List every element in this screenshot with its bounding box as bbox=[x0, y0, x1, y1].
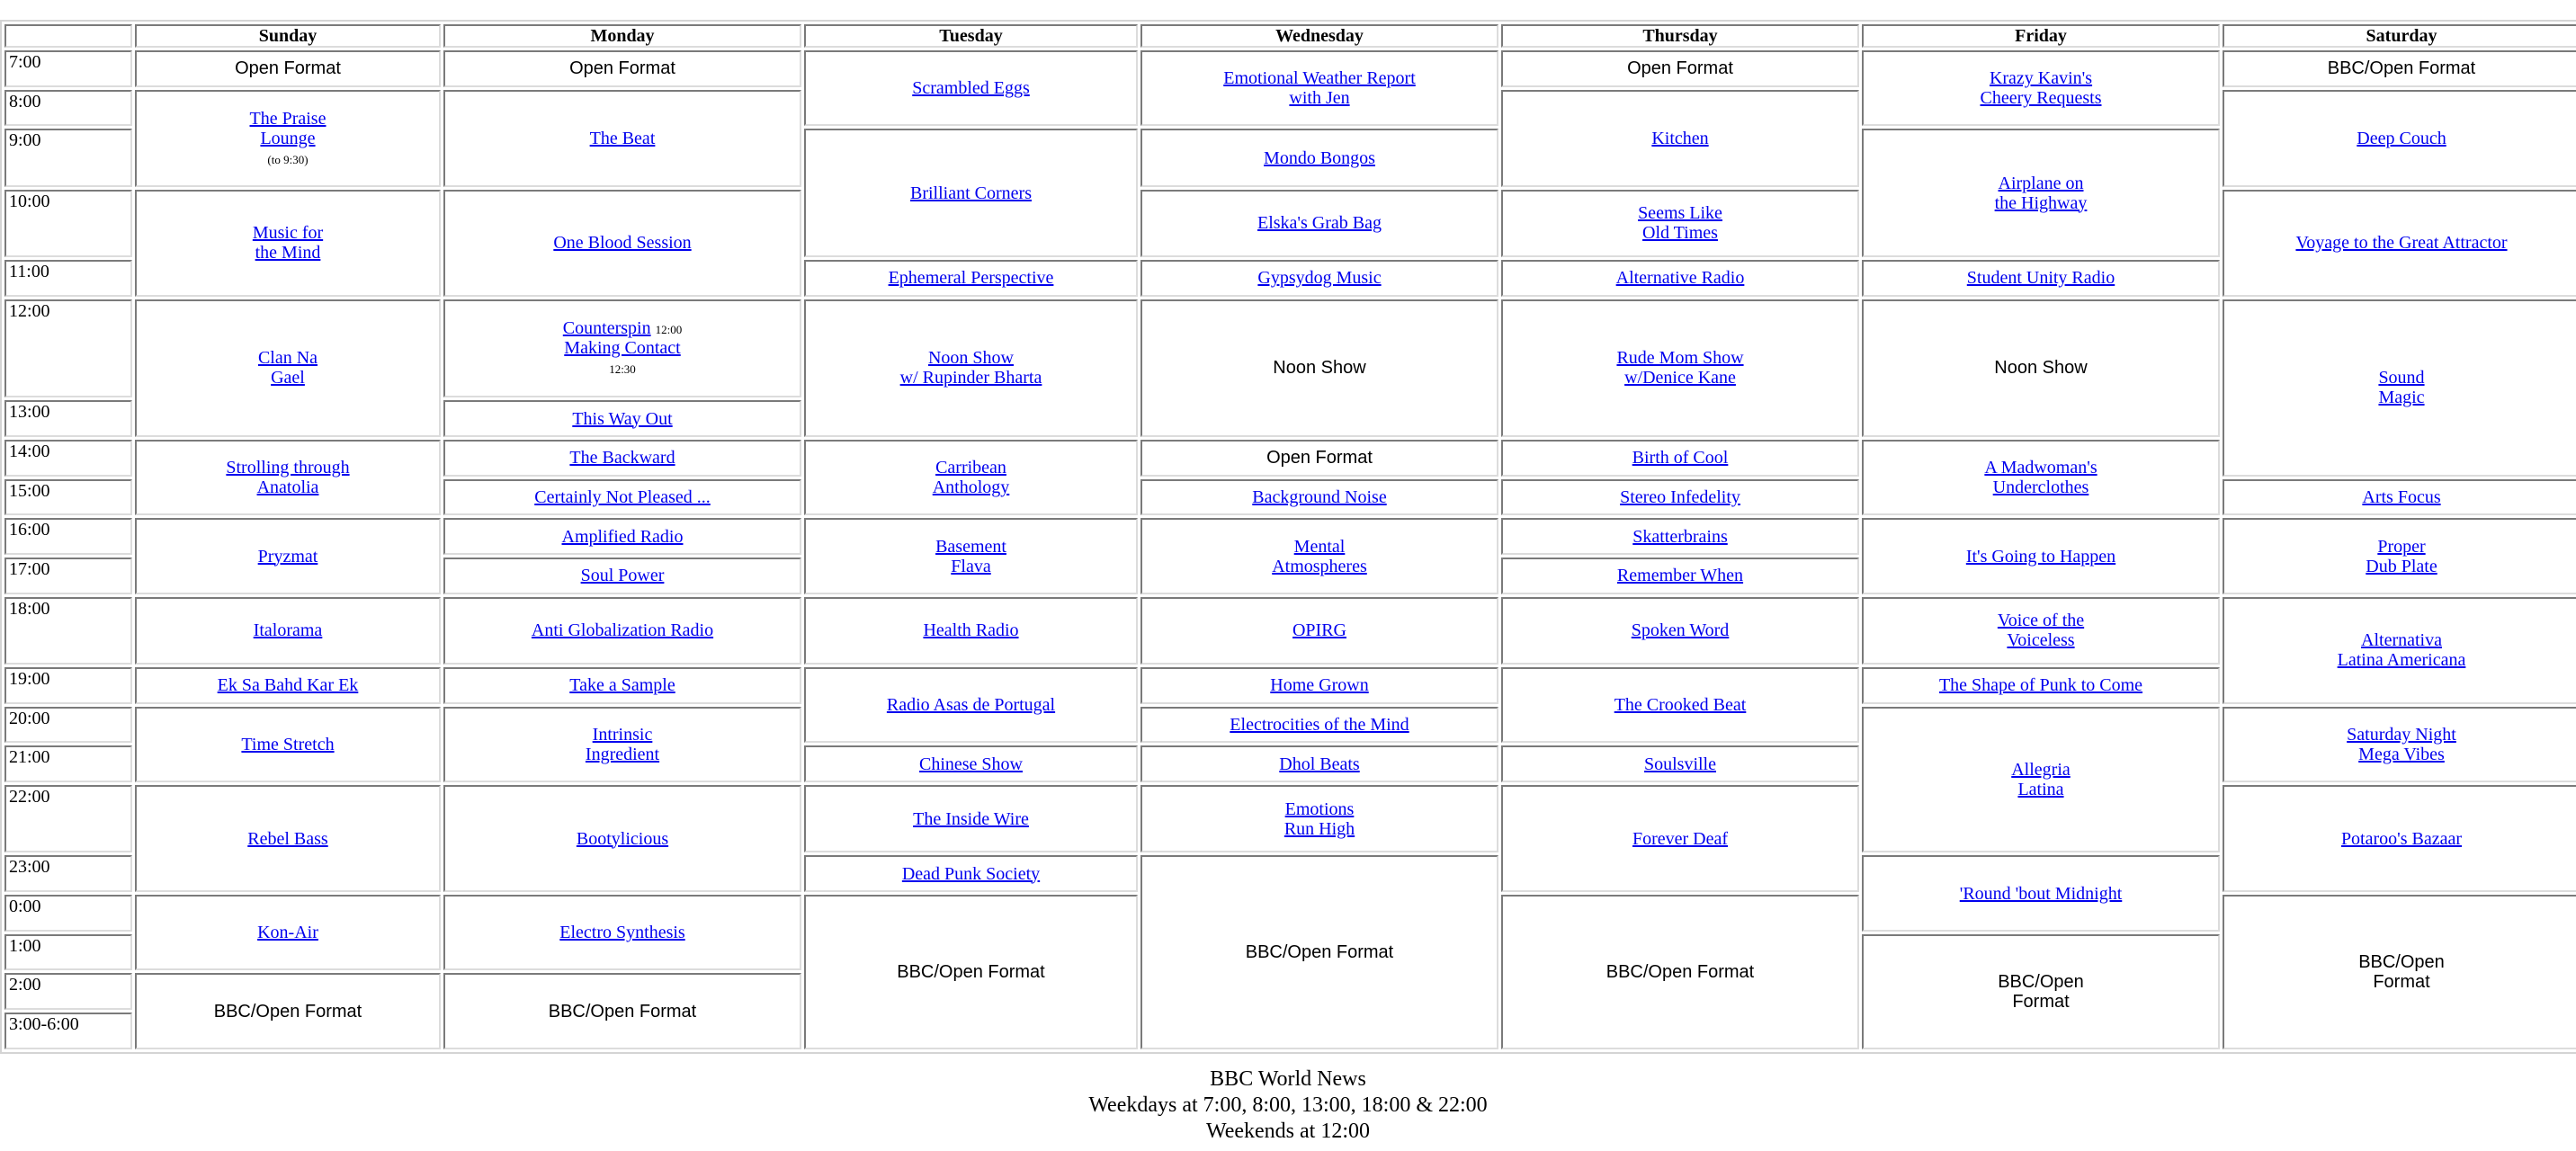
show-cell bbox=[135, 707, 441, 782]
show-cell: Open Format bbox=[443, 50, 801, 87]
show-link[interactable] bbox=[2338, 630, 2466, 670]
show-cell bbox=[1140, 745, 1498, 782]
show-link[interactable]: Forever Deaf bbox=[1632, 828, 1729, 849]
show-cell bbox=[1501, 785, 1859, 892]
show-cell bbox=[804, 597, 1138, 665]
show-link[interactable]: The Beat bbox=[589, 128, 656, 148]
show-link-line: Allegria bbox=[2011, 759, 2071, 780]
show-link-line: Anthology bbox=[932, 477, 1010, 498]
show-cell bbox=[135, 597, 441, 665]
show-cell bbox=[443, 518, 801, 555]
show-link[interactable]: Deep Couch bbox=[2357, 128, 2446, 148]
show-link[interactable]: Kitchen bbox=[1651, 128, 1709, 148]
show-link-line: Sound bbox=[2378, 368, 2425, 388]
show-link[interactable]: This Way Out bbox=[572, 408, 673, 429]
show-link-line: Airplane on bbox=[1998, 173, 2084, 193]
show-link[interactable] bbox=[250, 109, 326, 148]
show-cell bbox=[2223, 479, 2576, 516]
show-cell bbox=[135, 895, 441, 970]
show-link[interactable]: Chinese Show bbox=[919, 754, 1023, 774]
show-cell bbox=[1862, 707, 2220, 853]
show-cell bbox=[1140, 785, 1498, 852]
footer-weekends: Weekends at 12:00 bbox=[1205, 1120, 1370, 1143]
show-link[interactable] bbox=[900, 348, 1042, 388]
hour-row bbox=[4, 597, 2576, 665]
show-cell bbox=[443, 895, 801, 970]
show-link[interactable] bbox=[1223, 68, 1416, 108]
show-link[interactable]: Gypsydog Music bbox=[1257, 268, 1382, 289]
show-cell bbox=[1140, 479, 1498, 516]
show-link[interactable]: Potaroo's Bazaar bbox=[2340, 828, 2463, 849]
show-cell bbox=[2223, 895, 2576, 1049]
show-link[interactable]: Electro Synthesis bbox=[559, 923, 685, 943]
show-link-line: Magic bbox=[2378, 388, 2425, 408]
show-cell bbox=[1501, 745, 1859, 782]
show-link-line: Ingredient bbox=[585, 744, 660, 764]
show-cell bbox=[1862, 129, 2220, 256]
show-cell bbox=[135, 518, 441, 593]
time-label: 20:00 bbox=[4, 707, 132, 744]
show-cell bbox=[1862, 260, 2220, 297]
show-link-line: Lounge bbox=[260, 128, 316, 148]
show-link[interactable]: Certainly Not Pleased ... bbox=[534, 486, 711, 507]
show-link[interactable]: Stereo Infedelity bbox=[1620, 486, 1740, 507]
time-label: 17:00 bbox=[4, 558, 132, 594]
show-cell bbox=[443, 597, 801, 665]
show-cell bbox=[1140, 260, 1498, 297]
show-link[interactable]: Alternative Radio bbox=[1615, 268, 1745, 289]
day-header-friday: Friday bbox=[1862, 24, 2220, 48]
show-cell bbox=[1862, 440, 2220, 515]
time-label: 18:00 bbox=[4, 597, 132, 665]
show-cell bbox=[1862, 597, 2220, 665]
show-cell bbox=[804, 440, 1138, 515]
show-cell bbox=[135, 190, 441, 297]
show-cell bbox=[804, 299, 1138, 437]
show-link[interactable] bbox=[1981, 68, 2102, 108]
show-link[interactable]: Rebel Bass bbox=[247, 828, 328, 849]
show-cell: Open Format bbox=[1501, 50, 1859, 87]
time-label: 9:00 bbox=[4, 129, 132, 186]
show-text-line: Format bbox=[2373, 972, 2430, 992]
show-link[interactable]: Pryzmat bbox=[257, 546, 318, 567]
show-link[interactable]: The Crooked Beat bbox=[1614, 695, 1747, 716]
show-link-line: Emotional Weather Report bbox=[1223, 68, 1416, 89]
show-link[interactable]: Anti Globalization Radio bbox=[531, 620, 714, 641]
hour-row bbox=[4, 707, 2576, 744]
day-header-saturday: Saturday bbox=[2223, 24, 2576, 48]
show-cell: Open Format bbox=[1140, 440, 1498, 477]
show-link[interactable]: One Blood Session bbox=[553, 233, 692, 254]
show-cell bbox=[443, 400, 801, 437]
show-link-line: Voice of the bbox=[1997, 611, 2085, 631]
show-cell bbox=[2223, 299, 2576, 477]
show-link[interactable]: Spoken Word bbox=[1631, 620, 1730, 641]
show-link[interactable]: Take a Sample bbox=[569, 675, 675, 696]
show-cell bbox=[2223, 190, 2576, 297]
show-link-line: Anatolia bbox=[256, 477, 319, 498]
show-link-line: w/Denice Kane bbox=[1624, 368, 1736, 388]
show-link[interactable]: Time Stretch bbox=[241, 734, 335, 754]
show-time-note: 12:00 bbox=[655, 323, 683, 337]
show-link-line: Clan Na bbox=[257, 348, 318, 369]
show-cell bbox=[135, 90, 441, 187]
show-link[interactable] bbox=[1616, 348, 1743, 388]
time-label: 12:00 bbox=[4, 299, 132, 398]
day-header-monday: Monday bbox=[443, 24, 801, 48]
show-link[interactable]: The Inside Wire bbox=[913, 808, 1029, 829]
show-cell bbox=[1140, 50, 1498, 126]
time-label: 21:00 bbox=[4, 745, 132, 782]
show-link[interactable] bbox=[1984, 458, 2097, 497]
show-link-line: the Mind bbox=[255, 243, 321, 263]
show-cell bbox=[2223, 707, 2576, 782]
show-link[interactable] bbox=[1272, 537, 1367, 576]
show-link[interactable]: Birth of Cool bbox=[1632, 448, 1729, 468]
show-cell bbox=[804, 50, 1138, 126]
show-cell bbox=[443, 479, 801, 516]
show-link[interactable]: Ephemeral Perspective bbox=[888, 268, 1054, 289]
show-link-line: Old Times bbox=[1642, 223, 1718, 244]
time-label: 10:00 bbox=[4, 190, 132, 257]
time-label: 2:00 bbox=[4, 973, 132, 1010]
time-label: 8:00 bbox=[4, 90, 132, 127]
corner-cell bbox=[4, 24, 132, 48]
show-link-line: with Jen bbox=[1289, 88, 1350, 109]
show-cell bbox=[1501, 479, 1859, 516]
time-label: 3:00-6:00 bbox=[4, 1013, 132, 1049]
show-link[interactable]: Amplified Radio bbox=[561, 526, 684, 547]
show-cell: BBC/Open Format bbox=[2223, 50, 2576, 87]
show-cell bbox=[2223, 597, 2576, 704]
show-note: (to 9:30) bbox=[267, 152, 309, 166]
show-cell bbox=[804, 260, 1138, 297]
day-header-wednesday: Wednesday bbox=[1140, 24, 1498, 48]
show-link[interactable]: Brilliant Corners bbox=[910, 183, 1032, 203]
show-cell bbox=[135, 299, 441, 437]
show-link[interactable]: Radio Asas de Portugal bbox=[886, 695, 1056, 716]
hour-row bbox=[4, 299, 2576, 398]
show-cell bbox=[1501, 260, 1859, 297]
day-header-sunday: Sunday bbox=[135, 24, 441, 48]
show-cell bbox=[443, 558, 801, 594]
show-link[interactable]: Background Noise bbox=[1252, 486, 1387, 507]
show-link-line: Basement bbox=[935, 536, 1006, 557]
show-link[interactable]: Scrambled Eggs bbox=[912, 78, 1030, 99]
show-link[interactable]: Health Radio bbox=[923, 620, 1019, 641]
show-link[interactable]: Mondo Bongos bbox=[1264, 147, 1375, 168]
show-link[interactable] bbox=[2366, 537, 2437, 576]
show-link[interactable] bbox=[1284, 799, 1355, 839]
show-link[interactable] bbox=[935, 537, 1006, 576]
show-link-line: Mental bbox=[1293, 536, 1346, 557]
show-link[interactable]: Voyage to the Great Attractor bbox=[2295, 233, 2508, 254]
hour-row bbox=[4, 440, 2576, 477]
show-link[interactable]: Soulsville bbox=[1643, 754, 1716, 774]
show-link-line: w/ Rupinder Bharta bbox=[899, 368, 1042, 388]
day-header-thursday: Thursday bbox=[1501, 24, 1859, 48]
show-cell bbox=[1862, 934, 2220, 1049]
show-time-note: 12:30 bbox=[609, 362, 636, 377]
show-link[interactable]: 'Round 'bout Midnight bbox=[1959, 883, 2123, 904]
show-cell bbox=[1501, 440, 1859, 477]
show-link[interactable]: OPIRG bbox=[1292, 620, 1346, 641]
show-text-line: BBC/Open bbox=[1998, 971, 2084, 992]
show-cell bbox=[135, 785, 441, 892]
time-label: 22:00 bbox=[4, 785, 132, 852]
schedule-table bbox=[0, 20, 2576, 1054]
show-link-line: Latina Americana bbox=[2337, 650, 2466, 671]
hour-row bbox=[4, 50, 2576, 87]
show-cell bbox=[804, 745, 1138, 782]
show-link[interactable]: Dead Punk Society bbox=[901, 863, 1041, 884]
hour-row bbox=[4, 667, 2576, 704]
time-label: 15:00 bbox=[4, 479, 132, 516]
show-link[interactable] bbox=[2378, 368, 2424, 407]
show-cell bbox=[2223, 90, 2576, 187]
show-link[interactable]: The Shape of Punk to Come bbox=[1938, 675, 2143, 696]
show-cell bbox=[443, 440, 801, 477]
show-link[interactable]: Electrocities of the Mind bbox=[1230, 715, 1409, 736]
show-cell: BBC/Open Format bbox=[135, 973, 441, 1049]
show-link[interactable] bbox=[1998, 611, 2084, 650]
show-text-line: Format bbox=[2012, 991, 2070, 1012]
show-link[interactable] bbox=[586, 725, 659, 764]
show-cell bbox=[1140, 597, 1498, 665]
time-label: 11:00 bbox=[4, 260, 132, 297]
show-cell bbox=[1140, 707, 1498, 744]
show-link[interactable] bbox=[1638, 203, 1722, 243]
show-cell: Open Format bbox=[135, 50, 441, 87]
time-label: 19:00 bbox=[4, 667, 132, 704]
show-link[interactable] bbox=[2011, 760, 2071, 799]
show-link[interactable] bbox=[2347, 725, 2456, 764]
show-cell bbox=[1140, 667, 1498, 704]
show-link[interactable] bbox=[258, 348, 318, 388]
show-link[interactable] bbox=[1995, 174, 2088, 213]
time-label: 14:00 bbox=[4, 440, 132, 477]
show-link-line: Krazy Kavin's bbox=[1989, 68, 2093, 89]
show-cell bbox=[1862, 518, 2220, 593]
show-cell bbox=[804, 129, 1138, 256]
show-cell bbox=[2223, 518, 2576, 593]
show-link-line: Voiceless bbox=[2007, 630, 2075, 651]
show-cell bbox=[804, 855, 1138, 892]
show-link[interactable]: It's Going to Happen bbox=[1965, 546, 2116, 567]
show-link-line: Flava bbox=[951, 556, 991, 576]
time-label: 7:00 bbox=[4, 50, 132, 87]
show-cell bbox=[443, 90, 801, 187]
show-link-line: Gael bbox=[271, 368, 305, 388]
show-cell bbox=[1501, 558, 1859, 594]
show-link[interactable] bbox=[253, 223, 323, 263]
show-link[interactable]: Ek Sa Bahd Kar Ek bbox=[217, 675, 359, 696]
show-link[interactable]: Skatterbrains bbox=[1632, 526, 1728, 547]
show-cell bbox=[1501, 597, 1859, 665]
show-link[interactable]: Home Grown bbox=[1270, 675, 1369, 696]
show-cell: BBC/Open Format bbox=[804, 895, 1138, 1049]
show-link-line: Noon Show bbox=[927, 348, 1014, 369]
footer-weekdays: Weekdays at 7:00, 8:00, 13:00, 18:00 & 22:00 bbox=[1088, 1093, 1488, 1117]
show-link[interactable]: Counterspin bbox=[562, 318, 651, 339]
show-cell: Noon Show bbox=[1140, 299, 1498, 437]
time-label: 1:00 bbox=[4, 934, 132, 971]
show-link[interactable]: Arts Focus bbox=[2362, 486, 2441, 507]
show-cell bbox=[443, 667, 801, 704]
show-link-line: The Praise bbox=[249, 108, 326, 129]
show-link-line: Mega Vibes bbox=[2358, 744, 2445, 764]
show-link-line: Music for bbox=[252, 223, 324, 244]
show-link[interactable]: Making Contact bbox=[564, 338, 681, 359]
time-label: 23:00 bbox=[4, 855, 132, 892]
footer-title: BBC World News bbox=[1210, 1067, 1366, 1091]
show-cell bbox=[1862, 50, 2220, 126]
show-link-line: Carribean bbox=[935, 458, 1006, 478]
hour-row bbox=[4, 518, 2576, 555]
show-cell bbox=[443, 707, 801, 782]
show-text-line: BBC/Open bbox=[2358, 952, 2445, 972]
show-link-line: Saturday Night bbox=[2347, 724, 2456, 745]
show-link-line: Latina bbox=[2017, 779, 2064, 799]
show-link-line: Seems Like bbox=[1638, 203, 1722, 224]
show-cell: BBC/Open Format bbox=[443, 973, 801, 1049]
show-link-line: Proper bbox=[2377, 536, 2426, 557]
show-link[interactable]: Remember When bbox=[1616, 566, 1744, 586]
show-cell bbox=[443, 785, 801, 892]
show-link[interactable]: The Backward bbox=[569, 448, 675, 468]
time-label: 0:00 bbox=[4, 895, 132, 932]
show-cell bbox=[1501, 190, 1859, 257]
show-link[interactable]: Dhol Beats bbox=[1279, 754, 1360, 774]
show-link-line: Emotions bbox=[1284, 799, 1355, 819]
show-link-line: Rude Mom Show bbox=[1616, 348, 1744, 369]
show-cell: BBC/Open Format bbox=[1140, 855, 1498, 1049]
show-link[interactable]: Kon-Air bbox=[257, 923, 318, 943]
show-link-line: Intrinsic bbox=[592, 724, 653, 745]
time-label: 16:00 bbox=[4, 518, 132, 555]
show-cell: Noon Show bbox=[1862, 299, 2220, 437]
show-link-line: A Madwoman's bbox=[1984, 458, 2097, 478]
show-cell bbox=[443, 299, 801, 398]
time-label: 13:00 bbox=[4, 400, 132, 437]
show-link-line: Atmospheres bbox=[1272, 556, 1367, 576]
day-header-tuesday: Tuesday bbox=[804, 24, 1138, 48]
show-cell bbox=[1140, 190, 1498, 257]
news-footer bbox=[0, 1066, 2576, 1145]
show-link[interactable] bbox=[933, 458, 1010, 497]
show-cell bbox=[1140, 518, 1498, 593]
show-cell bbox=[443, 190, 801, 297]
show-cell bbox=[1140, 129, 1498, 186]
show-link[interactable]: Bootylicious bbox=[576, 828, 669, 849]
show-cell bbox=[1862, 667, 2220, 704]
show-link[interactable]: Elska's Grab Bag bbox=[1257, 213, 1382, 234]
show-link-line: Underclothes bbox=[1992, 477, 2089, 498]
show-link-line: Cheery Requests bbox=[1980, 88, 2102, 109]
show-cell bbox=[135, 667, 441, 704]
show-cell bbox=[1501, 299, 1859, 437]
show-link[interactable] bbox=[226, 458, 349, 497]
show-cell bbox=[1501, 90, 1859, 187]
show-link[interactable]: Student Unity Radio bbox=[1966, 268, 2115, 289]
show-link-line: Strolling through bbox=[226, 458, 350, 478]
show-cell bbox=[1501, 667, 1859, 743]
show-cell bbox=[1501, 518, 1859, 555]
show-link[interactable]: Soul Power bbox=[580, 566, 665, 586]
show-cell bbox=[804, 667, 1138, 743]
show-cell bbox=[804, 518, 1138, 593]
show-link-line: Dub Plate bbox=[2366, 556, 2437, 576]
show-cell: BBC/Open Format bbox=[1501, 895, 1859, 1049]
show-link-line: the Highway bbox=[1994, 192, 2088, 213]
show-cell bbox=[135, 440, 441, 515]
show-cell bbox=[804, 785, 1138, 852]
show-cell bbox=[1862, 855, 2220, 931]
day-header-row bbox=[4, 24, 2576, 48]
show-link-line: Alternativa bbox=[2361, 630, 2442, 651]
show-link-line: Run High bbox=[1284, 818, 1355, 839]
show-link[interactable]: Italorama bbox=[253, 620, 323, 641]
show-cell bbox=[2223, 785, 2576, 892]
